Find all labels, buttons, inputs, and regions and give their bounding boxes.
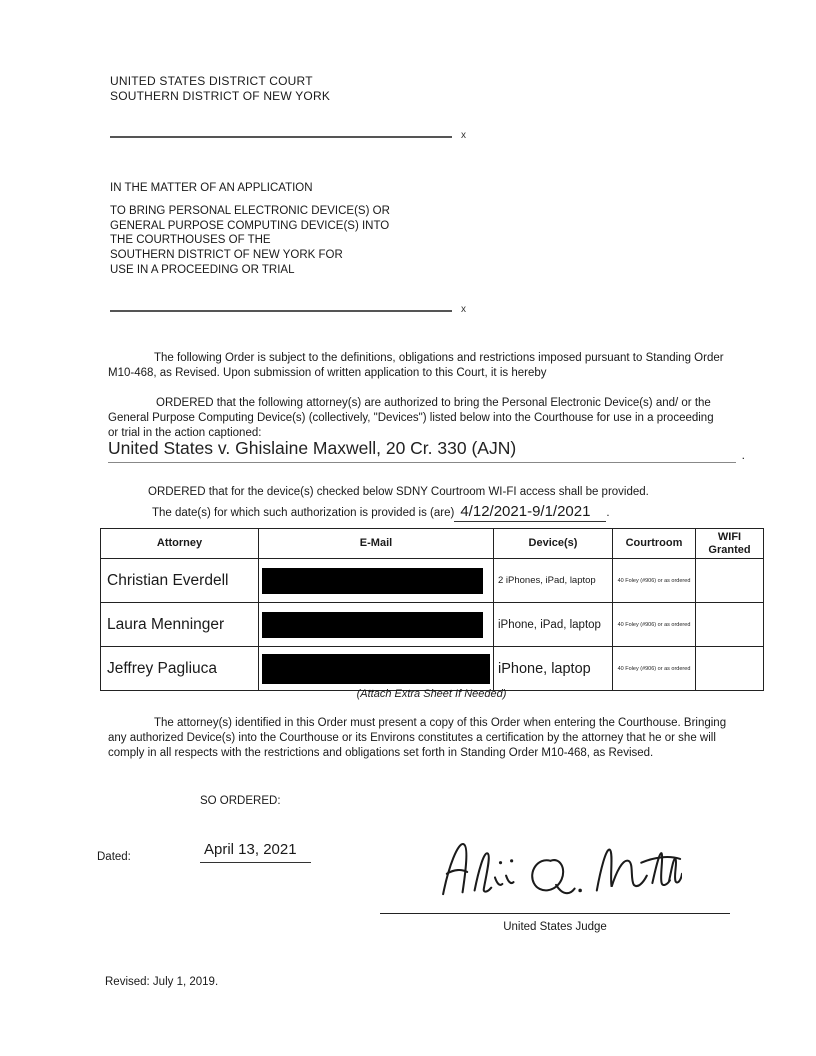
caption-separator-bottom — [110, 300, 466, 315]
email-redaction-bar — [262, 568, 483, 594]
attorney-name: Laura Menninger — [101, 603, 259, 647]
wifi-granted-cell — [696, 647, 764, 691]
order-intro-paragraph: The following Order is subject to the definitions, obligations and restrictions imposed pursuant to Standing Order M10-468, as Revised. Upon submission of written application to this Court, it is hereby — [108, 352, 724, 379]
court-name: UNITED STATES DISTRICT COURT — [110, 74, 313, 88]
compliance-paragraph: The attorney(s) identified in this Order must present a copy of this Order when entering the Courthouse. Bringing any authorized Device(s) into the Courthouse or its Environs constitutes a certification by the attorney that he or she will comply in all respects with the restrictions and obligations set forth in Standing Order M10-468, as Revised. — [108, 717, 727, 759]
caption-x-mark: x — [461, 130, 466, 141]
attorney-name: Jeffrey Pagliuca — [101, 647, 259, 691]
courtroom-cell: 40 Foley (#906) or as ordered — [613, 603, 696, 647]
dated-value: April 13, 2021 — [200, 841, 311, 863]
email-cell — [259, 603, 494, 647]
application-title-line: TO BRING PERSONAL ELECTRONIC DEVICE(S) OR — [110, 205, 390, 217]
case-caption-field — [108, 438, 745, 463]
authorization-dates-period: . — [606, 507, 610, 519]
attach-extra-sheet-note: (Attach Extra Sheet If Needed) — [356, 688, 507, 700]
wifi-order-line: ORDERED that for the device(s) checked below SDNY Courtroom WI-FI access shall be provided. — [148, 486, 649, 498]
authorization-dates-label: The date(s) for which such authorization is provided is (are) — [152, 507, 455, 519]
col-header-attorney: Attorney — [101, 529, 259, 559]
signature-line — [380, 913, 730, 914]
case-caption-period: . — [741, 448, 745, 462]
matter-line: IN THE MATTER OF AN APPLICATION — [110, 182, 313, 194]
email-redaction-bar — [262, 654, 490, 684]
devices-cell: 2 iPhones, iPad, laptop — [494, 559, 613, 603]
table-row — [101, 559, 764, 603]
table-row — [101, 647, 764, 691]
ordered-authorization-paragraph: ORDERED that the following attorney(s) are authorized to bring the Personal Electronic Device(s) and/ or the General Purpose Computing Device(s) (collectively, "Devices") listed below into the Courthouse for use in a proceeding or trial in the action captioned: — [108, 397, 714, 439]
revision-note: Revised: July 1, 2019. — [105, 976, 219, 988]
so-ordered-label: SO ORDERED: — [200, 795, 281, 807]
district-name: SOUTHERN DISTRICT OF NEW YORK — [110, 89, 331, 103]
table-row — [101, 603, 764, 647]
email-cell — [259, 647, 494, 691]
devices-cell: iPhone, iPad, laptop — [494, 603, 613, 647]
col-header-wifi-granted: WIFI Granted — [696, 529, 764, 559]
attorney-name: Christian Everdell — [101, 559, 259, 603]
application-title-line: GENERAL PURPOSE COMPUTING DEVICE(S) INTO — [110, 219, 390, 232]
caption-separator-top — [110, 126, 466, 141]
judge-signature — [432, 826, 682, 916]
col-header-devices: Device(s) — [494, 529, 613, 559]
application-title — [110, 204, 390, 278]
court-header — [110, 74, 330, 104]
email-cell — [259, 559, 494, 603]
caption-x-mark: x — [461, 304, 466, 315]
authorization-dates-value: 4/12/2021-9/1/2021 — [454, 503, 606, 522]
col-header-courtroom: Courtroom — [613, 529, 696, 559]
table-header-row — [101, 529, 764, 559]
col-header-email: E-Mail — [259, 529, 494, 559]
wifi-granted-cell — [696, 559, 764, 603]
dated-label: Dated: — [97, 851, 131, 863]
devices-table — [100, 528, 764, 691]
judge-signature-icon — [432, 826, 682, 916]
authorization-dates-line — [152, 503, 610, 522]
judge-title: United States Judge — [503, 921, 607, 933]
application-title-line: SOUTHERN DISTRICT OF NEW YORK FOR — [110, 249, 343, 262]
email-redaction-bar — [262, 612, 483, 638]
wifi-granted-cell — [696, 603, 764, 647]
application-title-line: THE COURTHOUSES OF THE — [110, 234, 271, 247]
courtroom-cell: 40 Foley (#906) or as ordered — [613, 647, 696, 691]
devices-cell: iPhone, laptop — [494, 647, 613, 691]
application-title-line: USE IN A PROCEEDING OR TRIAL — [110, 263, 295, 276]
case-caption-value: United States v. Ghislaine Maxwell, 20 Cr. 330 (AJN) — [108, 438, 517, 458]
courtroom-cell: 40 Foley (#906) or as ordered — [613, 559, 696, 603]
